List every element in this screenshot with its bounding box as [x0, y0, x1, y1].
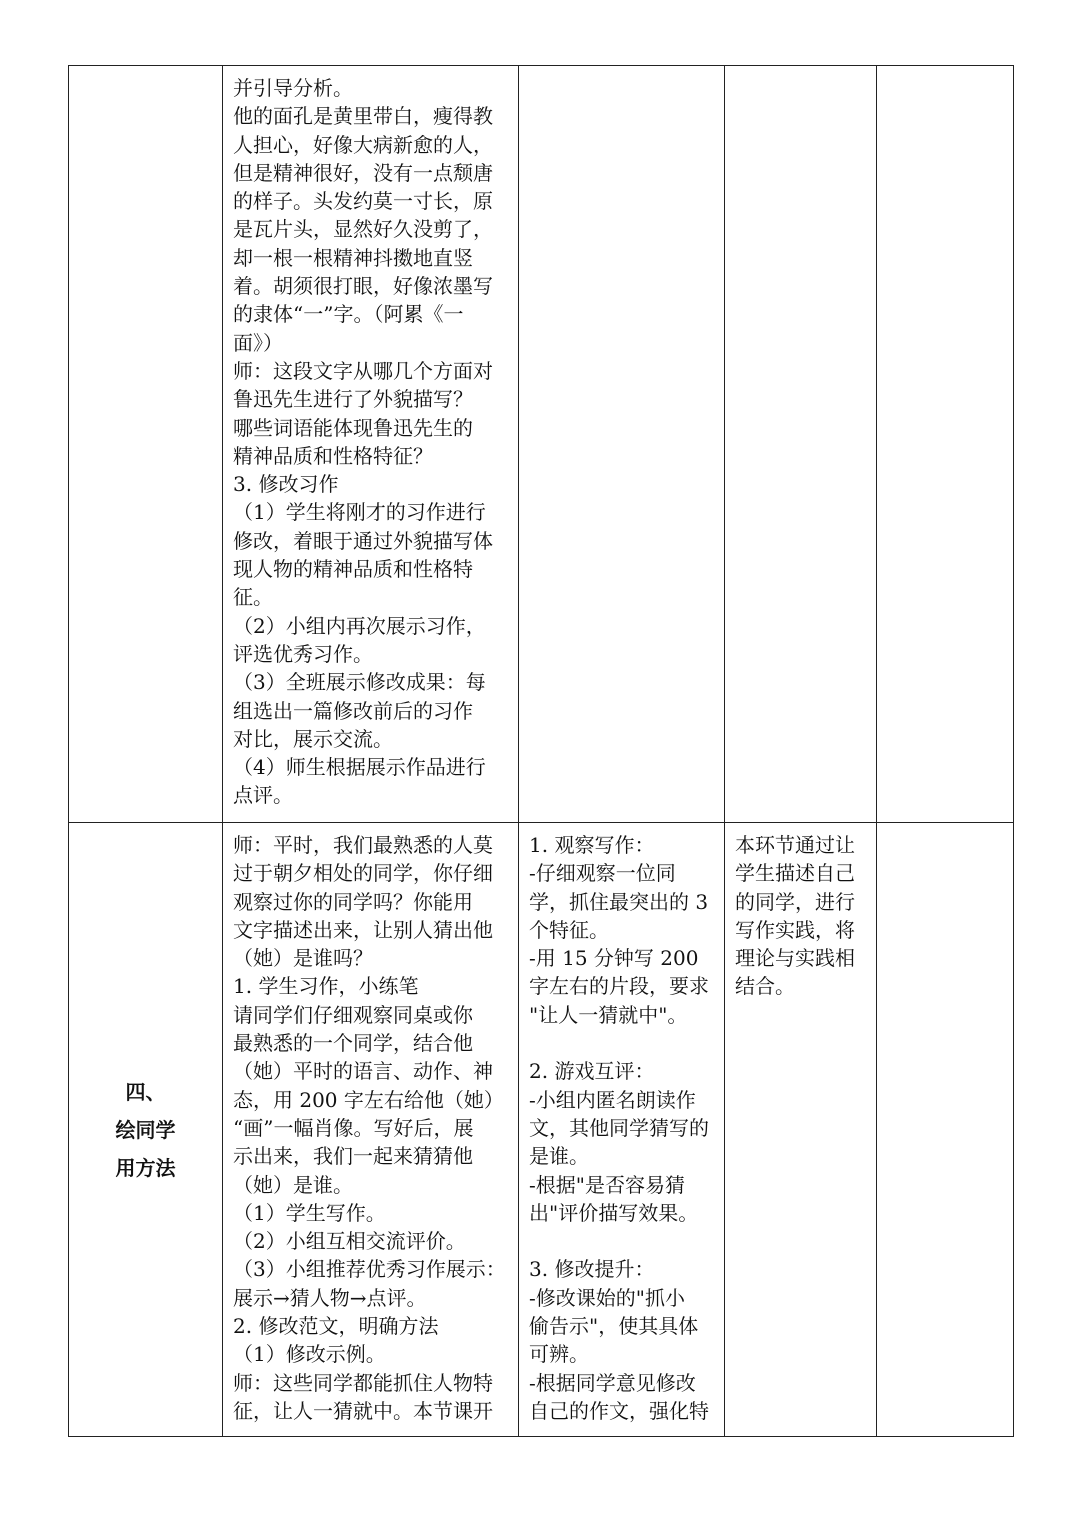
text-line: -小组内匿名朗读作 — [529, 1087, 696, 1112]
text-line: 绘同学 — [115, 1117, 176, 1142]
text-line: 点评。 — [233, 783, 293, 808]
design-intent-cell — [725, 823, 877, 1437]
text-line: 展示→猜人物→点评。 — [233, 1285, 427, 1310]
text-line: -修改课始的"抓小 — [529, 1285, 685, 1310]
text-line: 可辨。 — [529, 1342, 589, 1367]
text-line: 过于朝夕相处的同学，你仔细 — [233, 861, 493, 886]
text-line: 理论与实践相 — [735, 946, 855, 971]
text-line: 现人物的精神品质和性格特 — [233, 557, 473, 582]
text-line: 鲁迅先生进行了外貌描写？ — [233, 387, 473, 412]
text-line: “画”一幅肖像。写好后，展 — [233, 1115, 474, 1140]
text-line: 着。胡须很打眼，好像浓墨写 — [233, 274, 493, 299]
text-line: 是瓦片头，显然好久没剪了， — [233, 217, 493, 242]
text-line: 哪些词语能体现鲁迅先生的 — [233, 415, 473, 440]
text-line: 却一根一根精神抖擞地直竖 — [233, 245, 473, 270]
text-line: 的样子。头发约莫一寸长，原 — [233, 189, 493, 214]
text-line: 文，其他同学猜写的 — [529, 1115, 709, 1140]
student-activity-cell — [519, 66, 725, 823]
text-line: 示出来，我们一起来猜猜他 — [233, 1144, 473, 1169]
text-line: 本环节通过让 — [735, 833, 855, 857]
text-line: （1）学生写作。 — [233, 1200, 386, 1225]
text-line: （2）小组互相交流评价。 — [233, 1229, 466, 1254]
text-line: 师：这段文字从哪几个方面对 — [233, 358, 493, 383]
text-line: -仔细观察一位同 — [529, 861, 676, 886]
text-line: 师：平时，我们最熟悉的人莫 — [233, 833, 493, 857]
text-line: （她）是谁吗？ — [233, 946, 373, 971]
text-line: 写作实践，将 — [735, 917, 855, 942]
text-line: 文字描述出来，让别人猜出他 — [233, 917, 493, 942]
text-line: （3）小组推荐优秀习作展示： — [233, 1257, 506, 1282]
table-row — [69, 66, 1014, 823]
stage-title — [116, 1073, 176, 1187]
text-line: 2. 修改范文，明确方法 — [233, 1314, 439, 1339]
text-line: 对比，展示交流。 — [233, 726, 393, 751]
text-line: -根据"是否容易猜 — [529, 1172, 685, 1197]
text-line: 的隶体“一”字。（阿累《一 — [233, 302, 464, 327]
text-line: 个特征。 — [529, 917, 609, 942]
stage-cell — [69, 823, 223, 1437]
text-line: （4）师生根据展示作品进行 — [233, 755, 486, 780]
text-line: 他的面孔是黄里带白，瘦得教 — [233, 104, 493, 129]
text-line: 态，用 200 字左右给他（她） — [233, 1087, 504, 1112]
design-intent-cell — [725, 66, 877, 823]
student-activity-cell — [519, 823, 725, 1437]
text-line: 自己的作文，强化特 — [529, 1398, 709, 1423]
text-line: 师：这些同学都能抓住人物特 — [233, 1370, 493, 1395]
student-activity — [519, 823, 724, 1429]
text-line: 偷告示"，使其具体 — [529, 1314, 699, 1339]
text-line: -根据同学意见修改 — [529, 1370, 696, 1395]
text-line: 组选出一篇修改前后的习作 — [233, 698, 473, 723]
text-line: （1）学生将刚才的习作进行 — [233, 500, 486, 525]
text-line: 学生描述自己 — [735, 861, 855, 886]
lesson-plan-table — [68, 65, 1014, 1437]
text-line: 修改，着眼于通过外貌描写体 — [233, 528, 493, 553]
teaching-content — [223, 66, 518, 814]
text-line: -用 15 分钟写 200 — [529, 946, 699, 971]
text-line: 并引导分析。 — [233, 76, 353, 100]
text-line: 用方法 — [115, 1155, 176, 1180]
text-line: 征。 — [233, 585, 273, 610]
teaching-content-cell — [223, 66, 519, 823]
text-line: "让人一猜就中"。 — [529, 1002, 688, 1027]
text-line — [529, 1029, 715, 1057]
text-line: （她）是谁。 — [233, 1172, 353, 1197]
text-line: 的同学，进行 — [735, 889, 855, 914]
text-line: 字左右的片段，要求 — [529, 974, 709, 999]
notes-cell — [877, 66, 1014, 823]
stage-cell — [69, 66, 223, 823]
text-line: 四、 — [125, 1079, 166, 1104]
text-line: 最熟悉的一个同学，结合他 — [233, 1031, 473, 1056]
text-line: （2）小组内再次展示习作， — [233, 613, 486, 638]
text-line: （3）全班展示修改成果：每 — [233, 670, 486, 695]
design-intent — [725, 823, 876, 1005]
text-line: 3. 修改习作 — [233, 472, 339, 497]
text-line: 出"评价描写效果。 — [529, 1200, 699, 1225]
teaching-content-cell — [223, 823, 519, 1437]
text-line: 人担心，好像大病新愈的人， — [233, 132, 493, 157]
text-line: 结合。 — [735, 974, 795, 999]
text-line: 征，让人一猜就中。本节课开 — [233, 1398, 493, 1423]
text-line — [529, 1227, 715, 1255]
text-line: 精神品质和性格特征？ — [233, 443, 433, 468]
text-line: 请同学们仔细观察同桌或你 — [233, 1002, 473, 1027]
text-line: 评选优秀习作。 — [233, 641, 373, 666]
text-line: （1）修改示例。 — [233, 1342, 386, 1367]
text-line: 3. 修改提升： — [529, 1257, 655, 1282]
text-line: 是谁。 — [529, 1144, 589, 1169]
text-line: 1. 观察写作： — [529, 833, 655, 857]
text-line: 2. 游戏互评： — [529, 1059, 655, 1084]
text-line: 但是精神很好，没有一点颓唐 — [233, 160, 493, 185]
text-line: 面》） — [233, 330, 283, 355]
table-row — [69, 823, 1014, 1437]
text-line: 学，抓住最突出的 3 — [529, 889, 709, 914]
text-line: 1. 学生习作，小练笔 — [233, 974, 419, 999]
text-line: 观察过你的同学吗？你能用 — [233, 889, 473, 914]
text-line: （她）平时的语言、动作、神 — [233, 1059, 493, 1084]
notes-cell — [877, 823, 1014, 1437]
teaching-content — [223, 823, 518, 1429]
